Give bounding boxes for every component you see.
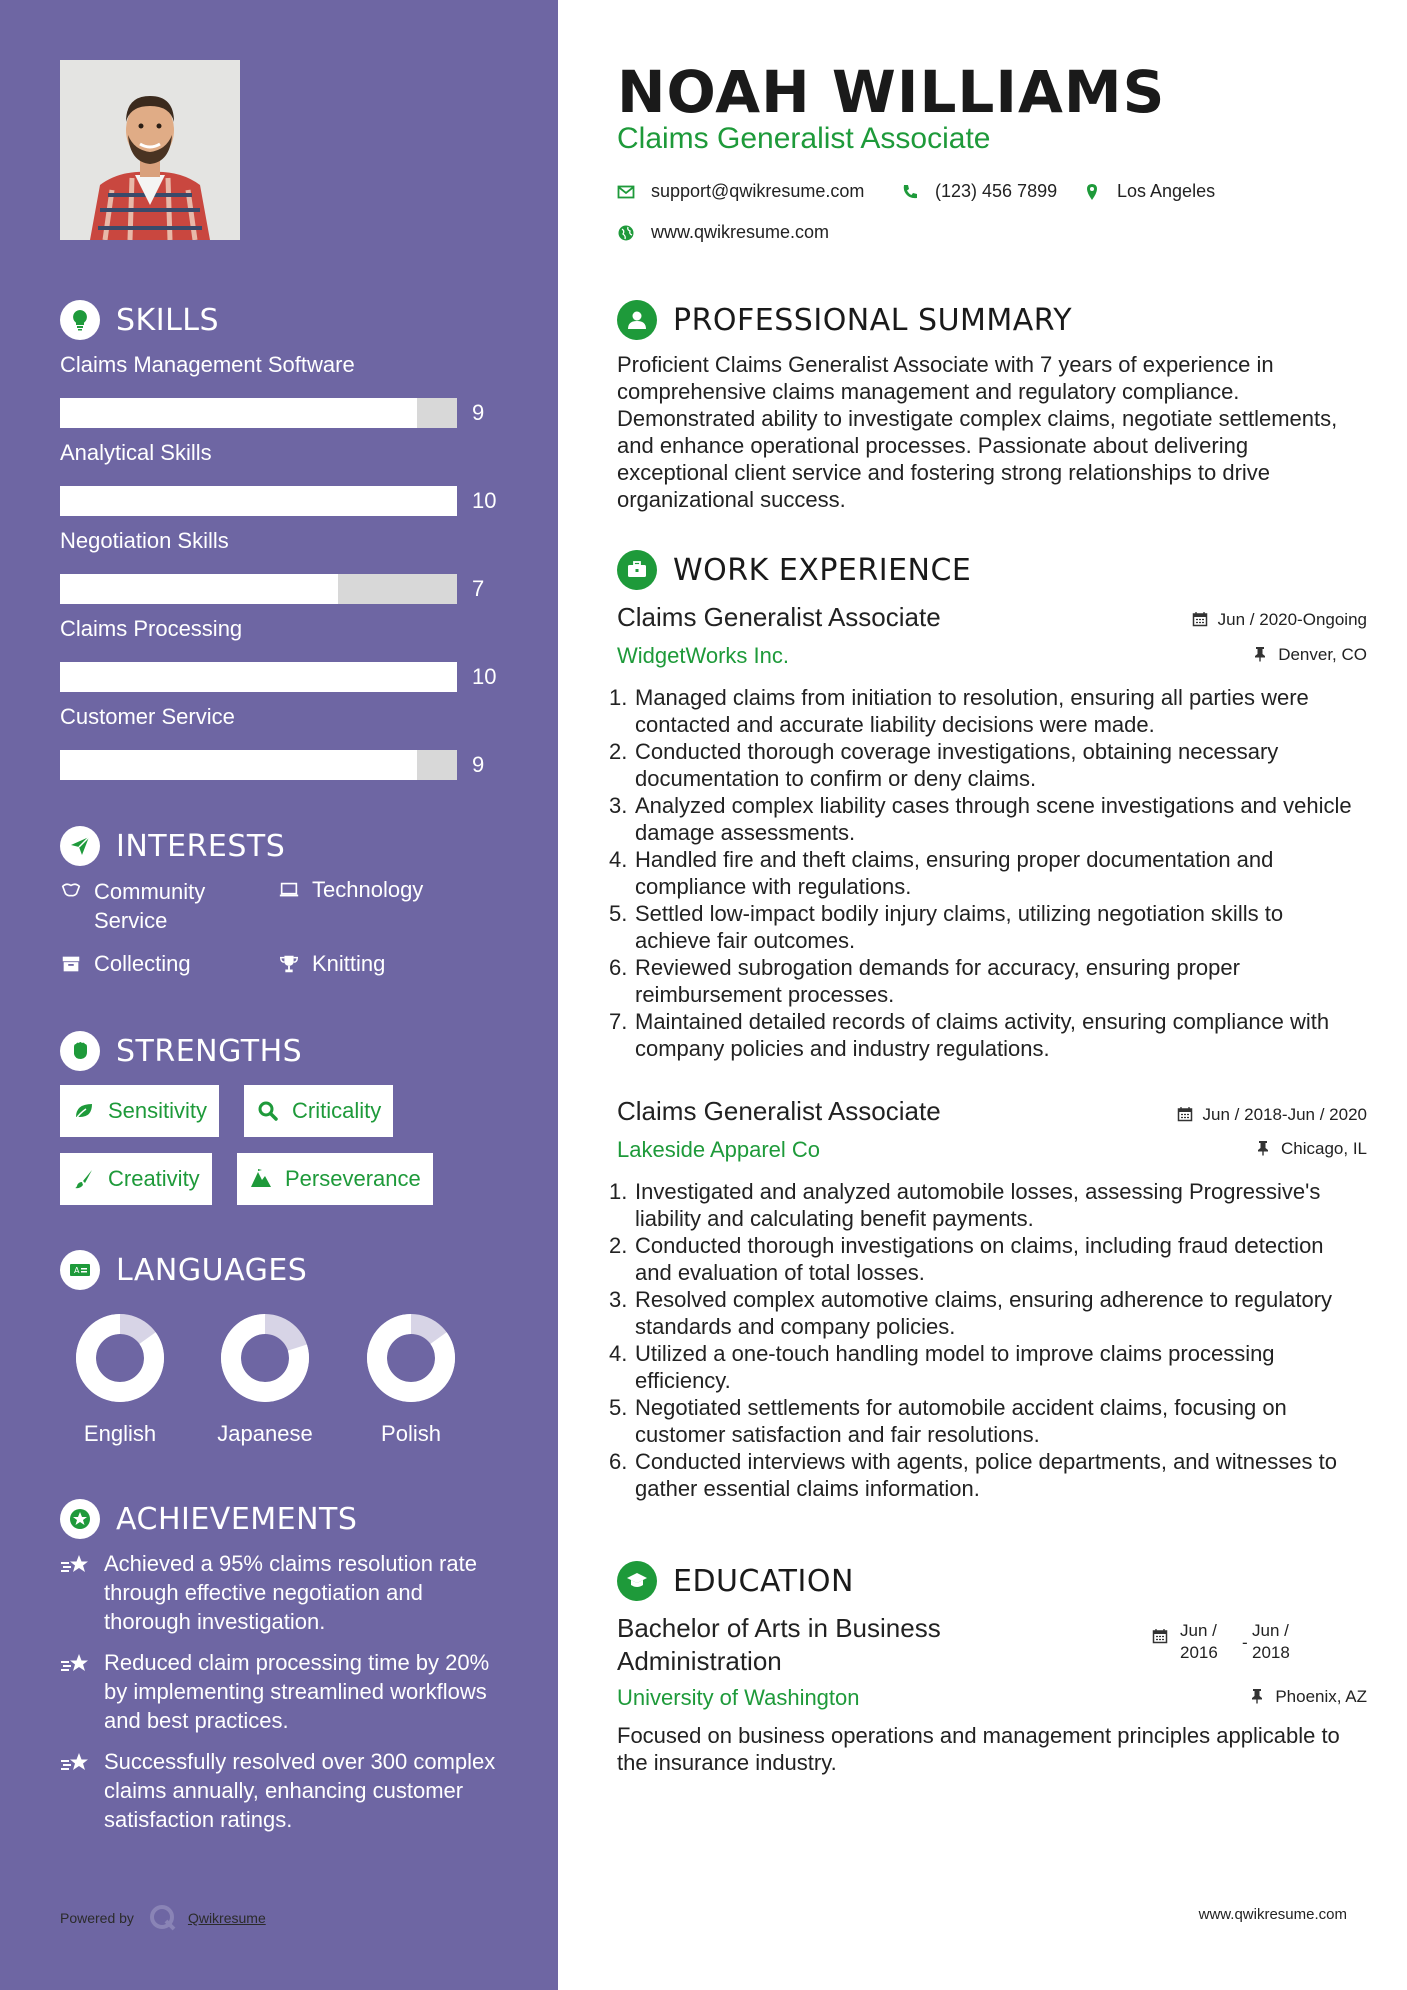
list-item: 1. Managed claims from initiation to resolution, ensuring all parties were contacted and accurate liability decisions were made. [609, 684, 1359, 738]
job-title: Claims Generalist Associate [617, 602, 941, 632]
skill-value: 10 [472, 488, 497, 513]
list-item: 4. Utilized a one-touch handling model to improve claims processing efficiency. [609, 1340, 1359, 1394]
language-donut [220, 1313, 310, 1403]
interest-label: Technology [312, 877, 424, 902]
contact-website[interactable] [617, 222, 829, 243]
location-text: Los Angeles [1117, 181, 1216, 201]
achievement-text: Successfully resolved over 300 complex claims annually, enhancing customer satisfaction ratings. [104, 1749, 496, 1832]
edu-date-start: Jun / 2016 [1180, 1621, 1218, 1662]
achievement-item [60, 1549, 500, 1636]
calendar-icon [1177, 1106, 1195, 1124]
edu-description: Focused on business operations and management principles applicable to the insurance industry. [617, 1723, 1340, 1775]
globe-icon [617, 224, 635, 242]
leaf-icon [72, 1098, 98, 1124]
edu-date-separator: - [1242, 1633, 1248, 1652]
language-item [351, 1313, 471, 1447]
skills-title: SKILLS [116, 302, 220, 338]
experience-heading [617, 550, 971, 590]
lightbulb-icon [60, 300, 100, 340]
sidebar [0, 0, 558, 1990]
star-badge-icon [60, 1499, 100, 1539]
language-icon [60, 1250, 100, 1290]
skill-name: Customer Service [60, 704, 235, 729]
achievement-item [60, 1747, 500, 1834]
job-location [1255, 1139, 1367, 1159]
strength-badge [60, 1153, 212, 1205]
achievement-item [60, 1648, 500, 1735]
bullet-text: Analyzed complex liability cases through scene investigations and vehicle damage assessments. [635, 793, 1352, 845]
skill-name: Analytical Skills [60, 440, 212, 465]
fist-icon [60, 1031, 100, 1071]
bullet-text: Maintained detailed records of claims activity, ensuring compliance with company policies and industry regulations. [635, 1009, 1330, 1061]
envelope-icon [617, 183, 635, 201]
list-item: 1. Investigated and analyzed automobile losses, assessing Progressive's liability and calculating benefit payments. [609, 1178, 1359, 1232]
edu-date [1152, 1620, 1314, 1664]
list-item: 6. Reviewed subrogation demands for accuracy, ensuring proper reimbursement processes. [609, 954, 1359, 1008]
achievement-text: Reduced claim processing time by 20% by implementing streamlined workflows and best practices. [104, 1650, 490, 1733]
edu-location-text: Phoenix, AZ [1275, 1687, 1367, 1706]
skill-item [60, 616, 500, 692]
skill-bar-fill [60, 574, 338, 604]
bullet-text: Settled low-impact bodily injury claims, utilizing negotiation skills to achieve fair outcomes. [635, 901, 1284, 953]
graduation-cap-icon [617, 1561, 657, 1601]
calendar-icon [1192, 611, 1210, 629]
contact-phone[interactable] [901, 181, 1057, 202]
skill-bar-track [60, 398, 457, 428]
pushpin-icon [1249, 1688, 1267, 1706]
job-date-text: Jun / 2020-Ongoing [1217, 610, 1367, 629]
strength-badge [244, 1085, 393, 1137]
powered-by [60, 1903, 266, 1933]
profile-photo [60, 60, 240, 240]
job-bullet-list [609, 1178, 1359, 1502]
website-text: www.qwikresume.com [651, 222, 830, 242]
strength-badge [237, 1153, 433, 1205]
school-name: University of Washington [617, 1685, 860, 1710]
list-item: 3. Resolved complex automotive claims, ensuring adherence to regulatory standards and company policies. [609, 1286, 1359, 1340]
mountain-icon [249, 1166, 275, 1192]
paper-plane-icon [60, 826, 100, 866]
skill-bar-fill [60, 750, 417, 780]
avatar [60, 60, 240, 240]
languages-title: LANGUAGES [116, 1252, 308, 1288]
skill-value: 9 [472, 400, 485, 425]
interests-title: INTERESTS [116, 828, 286, 864]
skill-bar-track [60, 574, 457, 604]
bullet-text: Reviewed subrogation demands for accuracy, ensuring proper reimbursement processes. [635, 955, 1240, 1007]
interest-item [278, 877, 423, 903]
bullet-text: Conducted thorough coverage investigations, obtaining necessary documentation to confirm or deny claims. [635, 739, 1279, 791]
qwikresume-logo-icon [148, 1903, 178, 1933]
education-title: EDUCATION [673, 1563, 854, 1599]
skill-value: 7 [472, 576, 485, 601]
job-date-text: Jun / 2018-Jun / 2020 [1202, 1105, 1367, 1124]
skill-bar-fill [60, 662, 457, 692]
achievements-title: ACHIEVEMENTS [116, 1501, 358, 1537]
job-title: Claims Generalist Associate [617, 1096, 941, 1126]
skill-bar-fill [60, 486, 457, 516]
skill-name: Claims Management Software [60, 352, 355, 377]
summary-heading [617, 300, 1072, 340]
qwikresume-link[interactable]: Qwikresume [187, 1910, 266, 1926]
list-item: 3. Analyzed complex liability cases through scene investigations and vehicle damage assessments. [609, 792, 1359, 846]
skills-heading [60, 300, 219, 340]
contact-location [1083, 181, 1215, 202]
skill-bar-track [60, 486, 457, 516]
strengths-heading [60, 1031, 302, 1071]
skill-item [60, 528, 500, 604]
phone-icon [901, 183, 919, 201]
powered-by-label: Powered by [60, 1910, 134, 1926]
bullet-text: Negotiated settlements for automobile accident claims, focusing on customer satisfaction and fair resolutions. [635, 1395, 1287, 1447]
candidate-name: NOAH WILLIAMS [617, 58, 1166, 126]
skill-item [60, 704, 500, 780]
handshake-icon [60, 879, 84, 903]
list-item: 7. Maintained detailed records of claims activity, ensuring compliance with company policies and industry regulations. [609, 1008, 1359, 1062]
edu-location [1249, 1687, 1367, 1707]
laptop-icon [278, 879, 302, 903]
footer-url[interactable]: www.qwikresume.com [1198, 1906, 1347, 1923]
strength-label: Creativity [108, 1166, 200, 1191]
list-item: 5. Settled low-impact bodily injury claims, utilizing negotiation skills to achieve fair outcomes. [609, 900, 1359, 954]
bullet-text: Conducted thorough investigations on claims, including fraud detection and evaluation of total losses. [635, 1233, 1324, 1285]
language-item [205, 1313, 325, 1447]
paintbrush-icon [72, 1166, 98, 1192]
language-name: Japanese [217, 1421, 313, 1446]
language-name: English [83, 1421, 157, 1446]
job-date [1177, 1105, 1367, 1125]
pushpin-icon [1255, 1140, 1273, 1158]
briefcase-icon [617, 550, 657, 590]
interest-label: Community Service [94, 879, 206, 933]
edu-date-end: Jun / 2018 [1252, 1621, 1290, 1662]
interest-item [60, 951, 191, 977]
skill-value: 9 [472, 752, 485, 777]
job-date [1192, 610, 1367, 630]
job-location-text: Denver, CO [1278, 645, 1367, 664]
strengths-title: STRENGTHS [116, 1033, 303, 1069]
achievements-heading [60, 1499, 357, 1539]
list-item: 6. Conducted interviews with agents, police departments, and witnesses to gather essential claims information. [609, 1448, 1359, 1502]
languages-heading [60, 1250, 307, 1290]
strength-badge [60, 1085, 219, 1137]
degree-title: Bachelor of Arts in Business Administration [617, 1613, 941, 1676]
phone-text: (123) 456 7899 [935, 181, 1058, 201]
map-marker-icon [1083, 183, 1101, 201]
language-name: Polish [381, 1421, 441, 1446]
svg-text:A: A [74, 1266, 80, 1275]
language-donut [75, 1313, 165, 1403]
bullet-text: Managed claims from initiation to resolution, ensuring all parties were contacted and accurate liability decisions were made. [635, 685, 1309, 737]
interests-heading [60, 826, 285, 866]
shooting-star-icon [60, 1549, 96, 1636]
skill-item [60, 440, 500, 516]
strength-label: Criticality [292, 1098, 382, 1123]
interest-label: Knitting [312, 951, 386, 976]
trophy-icon [278, 953, 302, 977]
list-item: 4. Handled fire and theft claims, ensuring proper documentation and compliance with regulations. [609, 846, 1359, 900]
email-text: support@qwikresume.com [651, 181, 865, 201]
skill-name: Claims Processing [60, 616, 243, 641]
interest-label: Collecting [94, 951, 191, 976]
job-location-text: Chicago, IL [1281, 1139, 1367, 1158]
bullet-text: Conducted interviews with agents, police departments, and witnesses to gather essential claims information. [635, 1449, 1337, 1501]
job-company: Lakeside Apparel Co [617, 1137, 821, 1162]
list-item: 2. Conducted thorough investigations on claims, including fraud detection and evaluation of total losses. [609, 1232, 1359, 1286]
skill-item [60, 352, 500, 428]
bullet-text: Handled fire and theft claims, ensuring proper documentation and compliance with regulations. [635, 847, 1274, 899]
skill-bar-fill [60, 398, 417, 428]
job-company: WidgetWorks Inc. [617, 643, 789, 668]
job-location [1252, 645, 1367, 665]
language-item [60, 1313, 180, 1447]
skill-bar-track [60, 662, 457, 692]
interest-item [278, 951, 385, 977]
candidate-title: Claims Generalist Associate [617, 122, 991, 155]
language-donut [366, 1313, 456, 1403]
search-icon [256, 1098, 282, 1124]
bullet-text: Resolved complex automotive claims, ensuring adherence to regulatory standards and company policies. [635, 1287, 1333, 1339]
contact-email[interactable] [617, 181, 864, 202]
experience-title: WORK EXPERIENCE [673, 552, 972, 588]
achievement-text: Achieved a 95% claims resolution rate through effective negotiation and thorough investigation. [104, 1551, 477, 1634]
shooting-star-icon [60, 1747, 96, 1834]
summary-text: Proficient Claims Generalist Associate with 7 years of experience in comprehensive claims management and regulatory compliance. Demonstrated ability to investigate complex claims, negotiate settlements, and enhance operational processes. Passionate about delivering exceptional client service and fostering strong relationships to drive organizational success. [617, 352, 1338, 512]
shooting-star-icon [60, 1648, 96, 1735]
skill-value: 10 [472, 664, 497, 689]
calendar-icon [1152, 1628, 1170, 1646]
skill-name: Negotiation Skills [60, 528, 229, 553]
user-icon [617, 300, 657, 340]
strength-label: Perseverance [285, 1166, 421, 1191]
bullet-text: Utilized a one-touch handling model to improve claims processing efficiency. [635, 1341, 1275, 1393]
list-item: 5. Negotiated settlements for automobile accident claims, focusing on customer satisfaction and fair resolutions. [609, 1394, 1359, 1448]
archive-icon [60, 953, 84, 977]
pushpin-icon [1252, 646, 1270, 664]
bullet-text: Investigated and analyzed automobile losses, assessing Progressive's liability and calculating benefit payments. [635, 1179, 1321, 1231]
strength-label: Sensitivity [108, 1098, 208, 1123]
list-item: 2. Conducted thorough coverage investigations, obtaining necessary documentation to confirm or deny claims. [609, 738, 1359, 792]
interest-item [60, 877, 260, 935]
education-heading [617, 1561, 854, 1601]
job-bullet-list [609, 684, 1359, 1062]
summary-title: PROFESSIONAL SUMMARY [673, 302, 1073, 338]
skill-bar-track [60, 750, 457, 780]
